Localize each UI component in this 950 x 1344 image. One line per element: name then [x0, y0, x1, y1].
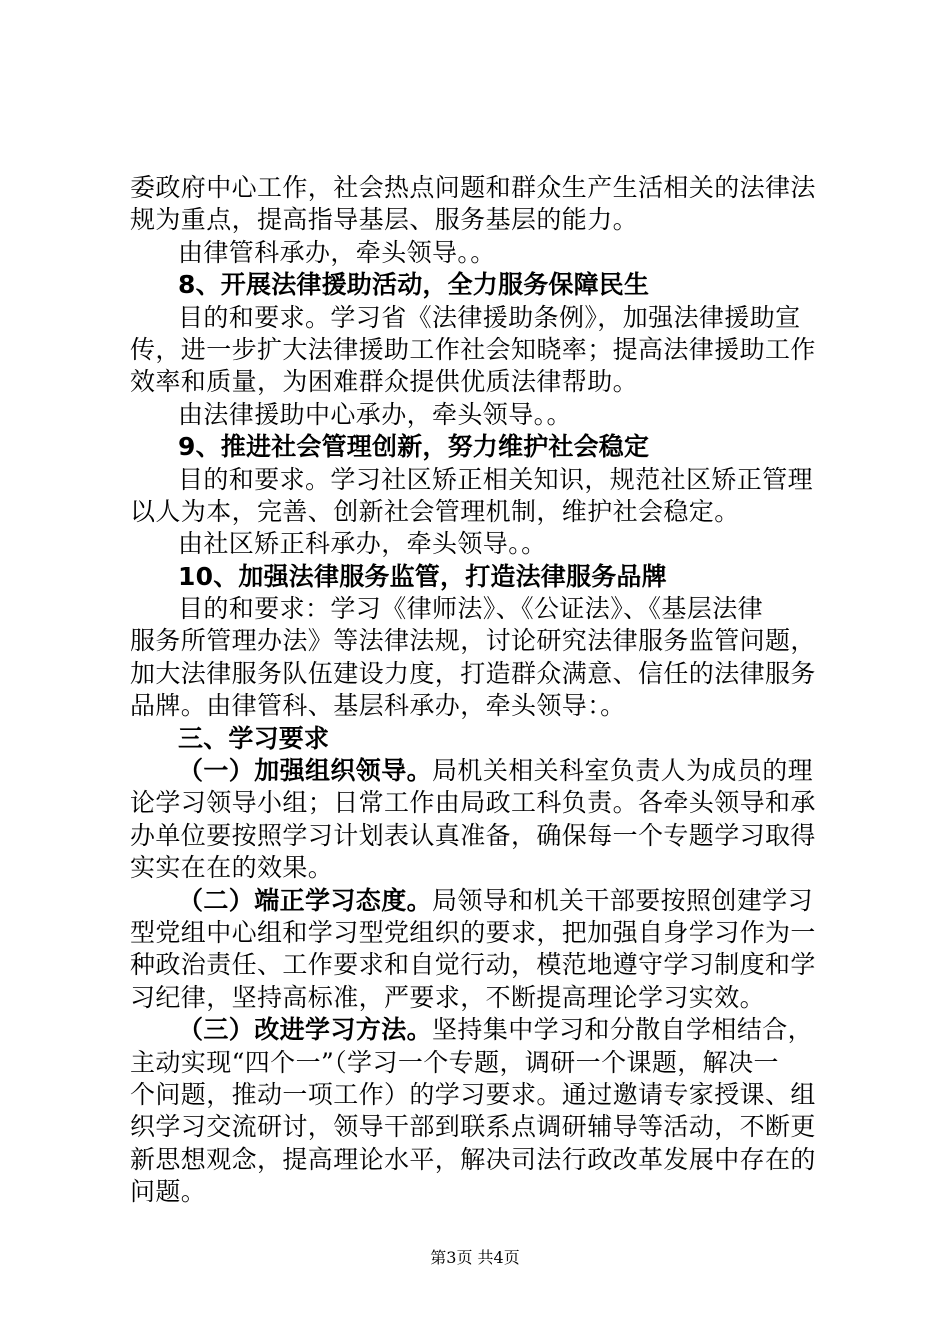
text-line: 实实在在的效果。	[130, 853, 334, 883]
section-heading-9: 9、推进社会管理创新，努力维护社会稳定	[178, 432, 650, 462]
section-heading-8: 8、开展法律援助活动，全力服务保障民生	[178, 270, 650, 300]
text-line: 加大法律服务队伍建设力度，打造群众满意、信任的法律服务	[130, 658, 816, 688]
page-number-footer: 第3页 共4页	[430, 1248, 520, 1267]
paragraph-lead-bold: （一）加强组织领导。	[178, 756, 433, 786]
text-line: 型党组中心组和学习型党组织的要求，把加强自身学习作为一	[130, 917, 816, 947]
text-line: 织学习交流研讨，领导干部到联系点调研辅导等活动，不断更	[130, 1112, 816, 1142]
text-line: 以人为本，完善、创新社会管理机制，维护社会稳定。	[130, 496, 740, 526]
text-line: 由法律援助中心承办，牵头领导。。	[178, 399, 572, 429]
section-heading-10: 10、加强法律服务监管，打造法律服务品牌	[178, 561, 667, 591]
document-body	[130, 172, 830, 1209]
text-line: 新思想观念，提高理论水平，解决司法行政改革发展中存在的	[130, 1144, 816, 1174]
paragraph-lead-rest: 坚持集中学习和分散自学相结合，	[432, 1015, 814, 1045]
text-line: 目的和要求：学习《律师法》、《公证法》、《基层法律	[178, 594, 764, 624]
text-line: 目的和要求。学习省《法律援助条例》，加强法律援助宣	[178, 302, 801, 332]
text-line: 委政府中心工作，社会热点问题和群众生产生活相关的法律法	[130, 173, 816, 202]
text-line: 品牌。由律管科、基层科承办，牵头领导：。	[130, 691, 626, 721]
text-line: 个问题，推动一项工作）的学习要求。通过邀请专家授课、组	[130, 1079, 816, 1109]
text-line: 办单位要按照学习计划表认真准备，确保每一个专题学习取得	[130, 820, 816, 850]
paragraph-lead-bold: （二）端正学习态度。	[178, 885, 433, 915]
text-line: 规为重点，提高指导基层、服务基层的能力。	[130, 205, 639, 235]
text-line: 习纪律，坚持高标准，严要求，不断提高理论学习实效。	[130, 982, 766, 1012]
paragraph-first-line	[130, 1014, 830, 1046]
text-line: 传，进一步扩大法律援助工作社会知晓率；提高法律援助工作	[130, 334, 816, 364]
paragraph-lead-rest: 局机关相关科室负责人为成员的理	[432, 756, 814, 786]
section-heading-requirements: 三、学习要求	[178, 723, 330, 753]
text-line: 效率和质量，为困难群众提供优质法律帮助。	[130, 367, 639, 397]
paragraph-lead-bold: （三）改进学习方法。	[178, 1015, 433, 1045]
text-line: 由社区矫正科承办，牵头领导。。	[178, 529, 547, 559]
text-line: 由律管科承办，牵头领导。。	[178, 237, 496, 267]
text-line: 服务所管理办法》等法律法规，讨论研究法律服务监管问题，	[130, 626, 816, 656]
paragraph-first-line	[130, 755, 830, 787]
text-line: 主动实现“四个一”（学习一个专题，调研一个课题，解决一	[130, 1047, 779, 1077]
text-line: 种政治责任、工作要求和自觉行动，模范地遵守学习制度和学	[130, 950, 816, 980]
text-line: 目的和要求。学习社区矫正相关知识，规范社区矫正管理	[178, 464, 814, 494]
text-line: 论学习领导小组；日常工作由局政工科负责。各牵头领导和承	[130, 788, 816, 818]
text-line: 问题。	[130, 1177, 207, 1207]
paragraph-first-line	[130, 885, 830, 917]
paragraph-lead-rest: 局领导和机关干部要按照创建学习	[432, 885, 814, 915]
